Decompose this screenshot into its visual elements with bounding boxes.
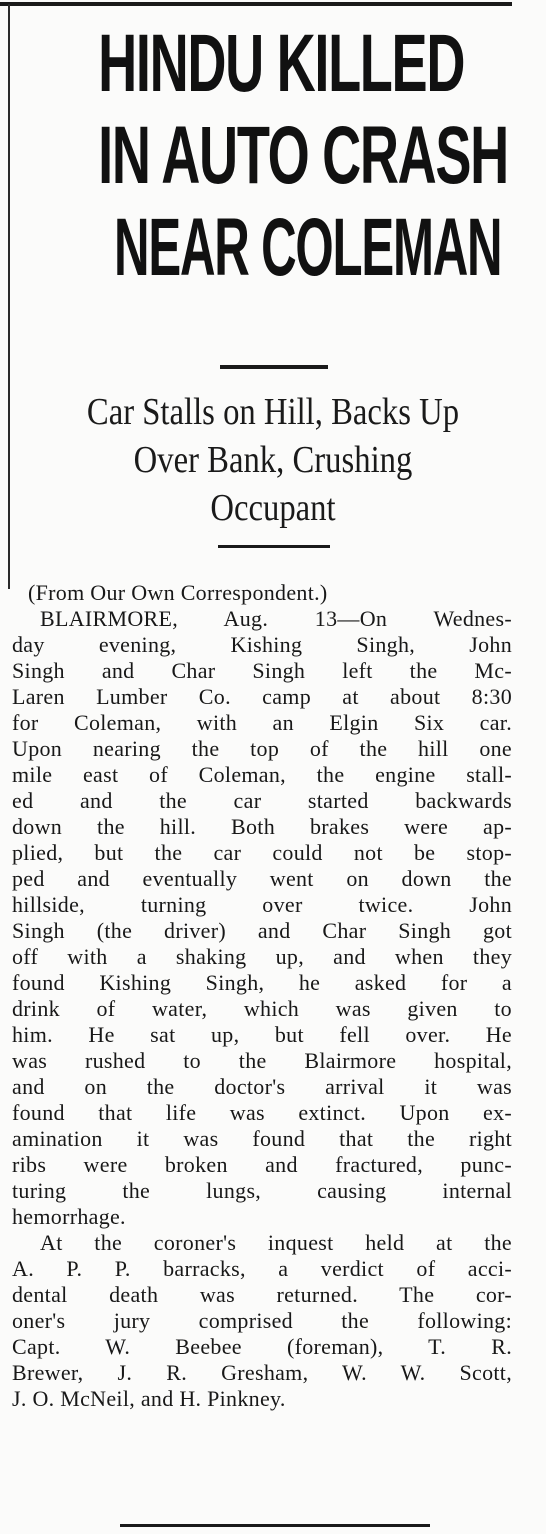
article-line: found Kishing Singh, he asked for a: [12, 970, 512, 995]
article-line: hemorrhage.: [12, 1204, 126, 1229]
article-line: oner's jury comprised the following:: [12, 1308, 512, 1333]
headline-line-1: HINDU KILLED: [98, 18, 465, 109]
article-line: Singh (the driver) and Char Singh got: [12, 918, 512, 943]
article-line: down the hill. Both brakes were ap-: [12, 814, 512, 839]
headline-divider: [220, 365, 328, 369]
article-line: ped and eventually went on down the: [12, 866, 512, 891]
headline-line-3: NEAR COLEMAN: [114, 202, 502, 293]
subheadline: [8, 388, 538, 532]
byline: (From Our Own Correspondent.): [28, 580, 328, 605]
article-line: off with a shaking up, and when they: [12, 944, 512, 969]
top-rule: [0, 2, 512, 6]
article-line: BLAIRMORE, Aug. 13—On Wednes-: [40, 606, 512, 631]
article-line: plied, but the car could not be stop-: [12, 840, 512, 865]
headline: [8, 18, 538, 294]
article-body: [12, 580, 512, 1412]
subheadline-line-2: Over Bank, Crushing: [133, 439, 413, 481]
article-line: turing the lungs, causing internal: [12, 1178, 512, 1203]
article-line: was rushed to the Blairmore hospital,: [12, 1048, 512, 1073]
bottom-rule: [120, 1524, 430, 1527]
article-line: Upon nearing the top of the hill one: [12, 736, 512, 761]
article-line: dental death was returned. The cor-: [12, 1282, 512, 1307]
article-line: hillside, turning over twice. John: [12, 892, 512, 917]
headline-line-2: IN AUTO CRASH: [98, 110, 508, 201]
article-line: Laren Lumber Co. camp at about 8:30: [12, 684, 512, 709]
article-line: ribs were broken and fractured, punc-: [12, 1152, 512, 1177]
article-line: him. He sat up, but fell over. He: [12, 1022, 512, 1047]
article-line: and on the doctor's arrival it was: [12, 1074, 512, 1099]
article-line: amination it was found that the right: [12, 1126, 512, 1151]
article-line: At the coroner's inquest held at the: [40, 1230, 512, 1255]
subheadline-divider: [218, 545, 330, 548]
article-line: ed and the car started backwards: [12, 788, 512, 813]
article-line: Capt. W. Beebee (foreman), T. R.: [12, 1334, 512, 1359]
article-line: found that life was extinct. Upon ex-: [12, 1100, 512, 1125]
article-line: mile east of Coleman, the engine stall-: [12, 762, 512, 787]
article-line: Singh and Char Singh left the Mc-: [12, 658, 512, 683]
article-line: Brewer, J. R. Gresham, W. W. Scott,: [12, 1360, 512, 1385]
article-line: A. P. P. barracks, a verdict of acci-: [12, 1256, 512, 1281]
article-line: for Coleman, with an Elgin Six car.: [12, 710, 512, 735]
article-line: drink of water, which was given to: [12, 996, 512, 1021]
article-line: J. O. McNeil, and H. Pinkney.: [12, 1386, 286, 1411]
subheadline-line-3: Occupant: [210, 487, 336, 529]
article-line: day evening, Kishing Singh, John: [12, 632, 512, 657]
subheadline-line-1: Car Stalls on Hill, Backs Up: [86, 391, 460, 433]
